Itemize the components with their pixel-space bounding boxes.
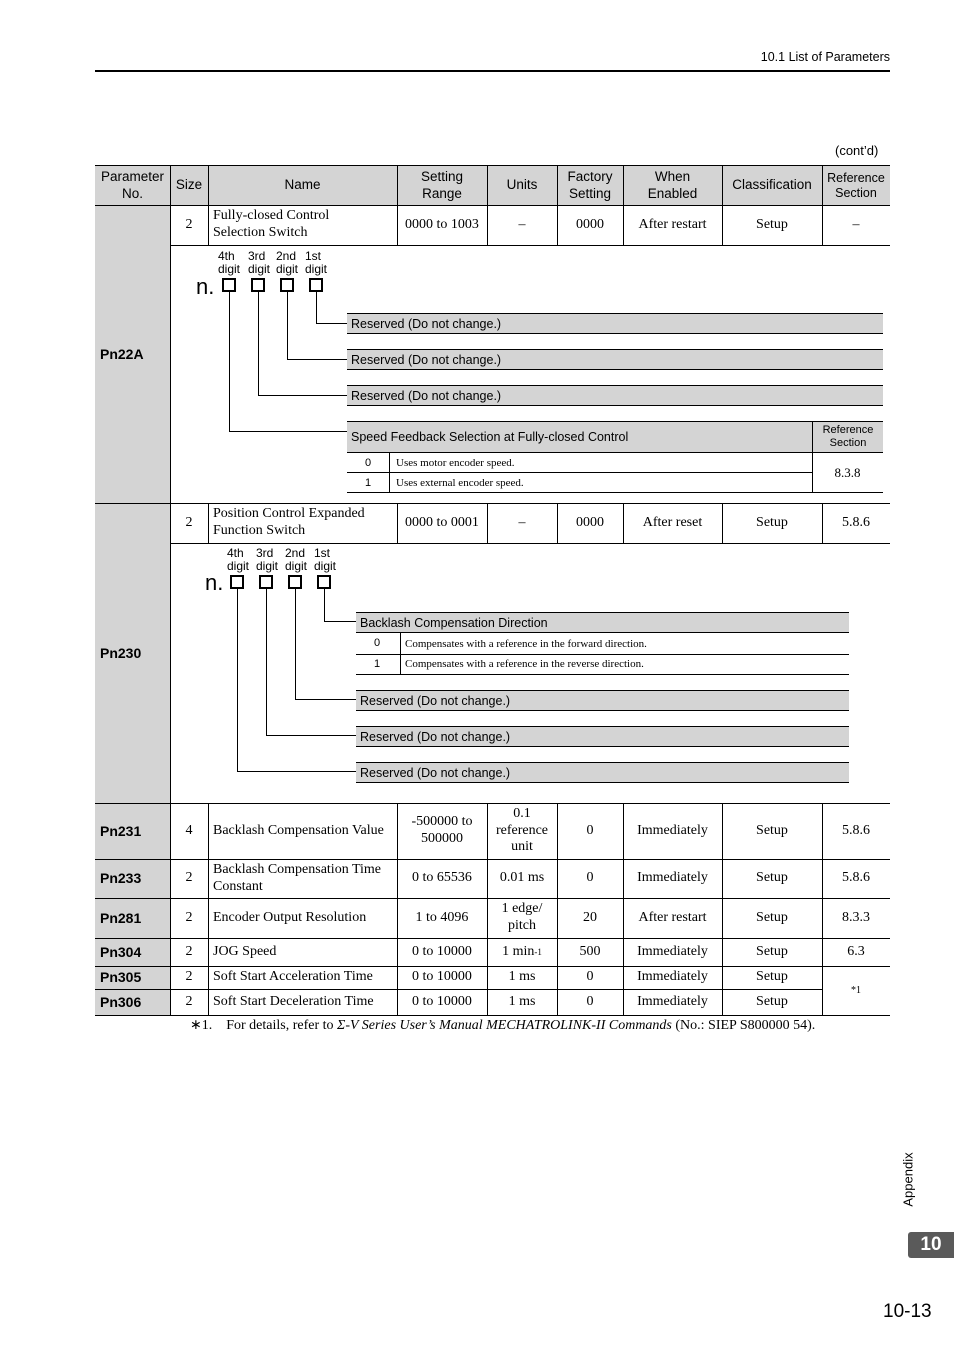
pn305-size: 2: [185, 969, 193, 985]
pn305-class: Setup: [756, 969, 788, 985]
pn233-name: Backlash Compensation Time Constant: [213, 861, 381, 894]
header-size: Size: [175, 177, 203, 193]
pn281-name: Encoder Output Resolution: [213, 909, 367, 925]
pn304-range: 0 to 10000: [412, 943, 472, 959]
pn281-param-no: Pn281: [100, 909, 142, 926]
pn22a-leader-4th: [229, 292, 347, 432]
pn22a-name: Fully-closed Control Selection Switch: [213, 208, 330, 240]
pn281-size: 2: [185, 909, 193, 925]
page-number: 10-13: [883, 1301, 932, 1322]
pn233-when: Immediately: [637, 870, 708, 886]
header-when-enabled: When Enabled: [647, 169, 698, 201]
pn22a-digit-box-4th: [222, 278, 236, 292]
pn22a-speed-opt1-value: 1: [364, 476, 372, 489]
table-top-rule: [95, 165, 890, 166]
pn22a-row-rule: [170, 245, 890, 246]
pn22a-digit-box-3rd: [251, 278, 265, 292]
pn230-backlash-title: Backlash Compensation Direction: [356, 612, 849, 633]
pn281-factory: 20: [583, 909, 597, 925]
pn306-class: Setup: [756, 993, 788, 1009]
pn22a-speed-value-col: [389, 453, 390, 493]
pn230-digit-box-3rd: [259, 575, 273, 589]
pn231-name: Backlash Compensation Value: [213, 822, 384, 838]
pn230-backlash-opt0-text: Compensates with a reference in the forward direction.: [405, 638, 647, 650]
header-units: Units: [506, 177, 538, 193]
pn22a-class: Setup: [756, 216, 788, 232]
pn22a-reserved-1: Reserved (Do not change.): [347, 313, 883, 334]
pn22a-ref: –: [852, 216, 860, 232]
running-header: 10.1 List of Parameters: [760, 50, 890, 64]
pn230-reserved-1: Reserved (Do not change.): [356, 690, 849, 711]
pn230-param-no: Pn230: [100, 644, 142, 661]
pn22a-reserved-3: Reserved (Do not change.): [347, 385, 883, 406]
pn22a-factory: 0000: [576, 216, 604, 232]
pn305-name: Soft Start Acceleration Time: [213, 969, 373, 985]
pn22a-speed-opt0-text: Uses motor encoder speed.: [396, 456, 515, 469]
pn230-digit-box-2nd: [288, 575, 302, 589]
pn231-factory: 0: [586, 822, 594, 838]
footnote-mark: ∗1.: [190, 1018, 213, 1033]
pn230-reserved-3: Reserved (Do not change.): [356, 762, 849, 783]
pn305-range: 0 to 10000: [412, 969, 472, 985]
pn306-factory: 0: [586, 993, 594, 1009]
pn230-when: After reset: [642, 514, 703, 530]
pn22a-prefix: n.: [196, 274, 215, 299]
pn304-param-no: Pn304: [100, 943, 142, 960]
chapter-tab: 10: [908, 1232, 954, 1258]
header-reference-section: Reference Section: [827, 170, 885, 200]
pn231-ref: 5.8.6: [842, 822, 870, 838]
pn22a-speed-title: Speed Feedback Selection at Fully-closed Control: [347, 421, 812, 453]
pn230-name: Position Control Expanded Function Switch: [213, 506, 365, 538]
side-tab-label: Appendix: [900, 1152, 916, 1207]
pn304-size: 2: [185, 943, 193, 959]
pn306-range: 0 to 10000: [412, 993, 472, 1009]
pn305-param-no: Pn305: [100, 969, 142, 986]
pn281-when: After restart: [638, 909, 707, 925]
pn22a-range: 0000 to 1003: [405, 216, 479, 232]
pn230-backlash-rule-2: [356, 674, 849, 675]
pn305-units: 1 ms: [508, 969, 536, 985]
pn230-backlash-value-col: [400, 633, 401, 675]
pn230-factory: 0000: [576, 514, 604, 530]
pn281-ref: 8.3.3: [842, 909, 870, 925]
pn230-digit-box-1st: [317, 575, 331, 589]
pn281-units: 1 edge/ pitch: [501, 901, 543, 933]
pn230-backlash-opt1-text: Compensates with a reference in the reverse direction.: [405, 657, 644, 670]
pn233-units: 0.01 ms: [499, 870, 545, 886]
pn230-class: Setup: [756, 514, 788, 530]
footnote-manual-title: Σ-V Series User’s Manual MECHATROLINK-II Commands: [337, 1018, 672, 1033]
pn230-ref: 5.8.6: [842, 514, 870, 530]
pn230-backlash-opt1-value: 1: [373, 657, 381, 670]
pn22a-speed-opt0-value: 0: [364, 456, 372, 469]
pn306-param-no: Pn306: [100, 993, 142, 1010]
pn306-when: Immediately: [637, 993, 708, 1009]
pn304-units-exponent: -1: [534, 946, 542, 957]
pn231-param-no: Pn231: [100, 822, 142, 839]
pn231-size: 4: [185, 822, 193, 838]
pn22a-speed-opt1-text: Uses external encoder speed.: [396, 476, 524, 489]
pn306-size: 2: [185, 993, 193, 1009]
pn233-size: 2: [185, 870, 193, 886]
pn233-range: 0 to 65536: [412, 870, 472, 886]
pn22a-digit-box-2nd: [280, 278, 294, 292]
header-parameter-no: Parameter No.: [100, 169, 165, 201]
pn231-when: Immediately: [637, 822, 708, 838]
pn22a-units: –: [518, 216, 526, 232]
header-classification: Classification: [732, 177, 812, 193]
pn304-units: 1 min -1: [502, 943, 542, 959]
pn304-ref: 6.3: [847, 943, 865, 959]
pn22a-param-no: Pn22A: [100, 345, 144, 362]
header-setting-range: Setting Range: [420, 169, 464, 201]
pn22a-digit-box-1st: [309, 278, 323, 292]
pn305-306-ref: *1: [851, 984, 861, 996]
pn306-name: Soft Start Deceleration Time: [213, 993, 374, 1009]
pn305-factory: 0: [586, 969, 594, 985]
pn305-when: Immediately: [637, 969, 708, 985]
pn230-digit-box-4th: [230, 575, 244, 589]
pn22a-size: 2: [185, 216, 193, 232]
pn304-class: Setup: [756, 943, 788, 959]
pn230-row-rule: [170, 543, 890, 544]
pn233-factory: 0: [586, 870, 594, 886]
pn230-units: –: [518, 514, 526, 530]
pn304-name: JOG Speed: [213, 943, 277, 959]
footnote-post: (No.: SIEP S800000 54).: [671, 1018, 816, 1033]
header-rule: [95, 70, 890, 72]
pn22a-speed-row-rule-2: [347, 492, 883, 493]
footnote-pre: For details, refer to: [226, 1018, 338, 1033]
pn230-prefix: n.: [205, 570, 224, 595]
pn22a-when: After restart: [638, 216, 707, 232]
pn281-class: Setup: [756, 909, 788, 925]
pn230-leader-4th: [237, 589, 356, 772]
pn22a-speed-ref-header: Reference Section: [812, 421, 883, 453]
pn231-class: Setup: [756, 822, 788, 838]
header-name: Name: [284, 177, 321, 193]
pn230-size: 2: [185, 514, 193, 530]
pn230-reserved-2: Reserved (Do not change.): [356, 726, 849, 747]
pn233-class: Setup: [756, 870, 788, 886]
pn304-when: Immediately: [637, 943, 708, 959]
pn22a-reserved-2: Reserved (Do not change.): [347, 349, 883, 370]
pn304-factory: 500: [579, 943, 601, 959]
pn231-units: 0.1 reference unit: [495, 805, 549, 855]
pn230-range: 0000 to 0001: [405, 514, 479, 530]
table-bottom-rule: [95, 1015, 890, 1016]
pn233-param-no: Pn233: [100, 870, 142, 887]
contd-label: (cont’d): [835, 143, 879, 158]
pn233-ref: 5.8.6: [842, 870, 870, 886]
footnote: [190, 1017, 815, 1034]
header-factory-setting: Factory Setting: [567, 169, 613, 201]
pn22a-speed-ref: 8.3.8: [834, 464, 861, 480]
pn306-units: 1 ms: [508, 993, 536, 1009]
pn230-backlash-opt0-value: 0: [373, 637, 381, 649]
pn231-range: -500000 to 500000: [411, 814, 473, 846]
pn281-range: 1 to 4096: [415, 909, 469, 925]
